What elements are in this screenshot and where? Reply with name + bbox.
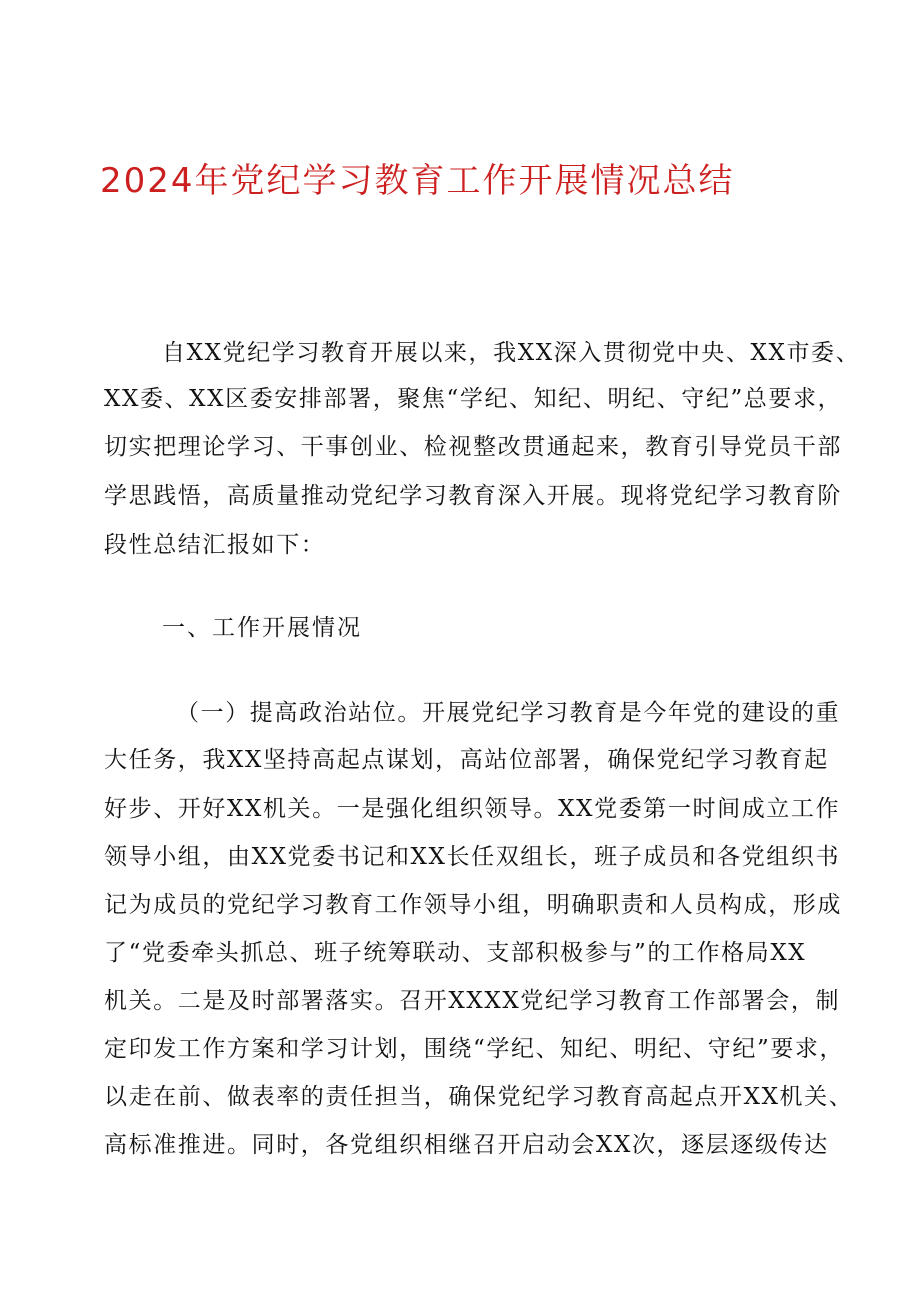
intro-line-2: XX委、XX区委安排部署，聚焦“学纪、知纪、明纪、守纪”总要求， (104, 386, 843, 412)
body-line-3: 好步、开好XX机关。一是强化组织领导。XX党委第一时间成立工作 (104, 796, 841, 822)
body-line-8: 定印发工作方案和学习计划，围绕“学纪、知纪、明纪、守纪”要求， (104, 1036, 845, 1062)
section-heading: 一、工作开展情况 (162, 615, 362, 641)
body-line-4: 领导小组，由XX党委书记和XX长任双组长，班子成员和各党组织书 (104, 844, 841, 870)
intro-line-5: 段性总结汇报如下： (104, 532, 326, 558)
intro-line-4: 学思践悟，高质量推动党纪学习教育深入开展。现将党纪学习教育阶 (104, 483, 842, 509)
intro-line-1: 自XX党纪学习教育开展以来，我XX深入贯彻党中央、XX市委、 (162, 340, 861, 366)
body-line-9: 以走在前、做表率的责任担当，确保党纪学习教育高起点开XX机关、 (104, 1084, 854, 1110)
body-line-2: 大任务，我XX坚持高起点谋划，高站位部署，确保党纪学习教育起 (104, 747, 829, 773)
body-line-1: （一）提高政治站位。开展党纪学习教育是今年党的建设的重 (176, 700, 841, 726)
body-line-5: 记为成员的党纪学习教育工作领导小组，明确职责和人员构成，形成 (104, 892, 842, 918)
body-line-6: 了“党委牵头抓总、班子统筹联动、支部积极参与”的工作格局XX (104, 940, 807, 966)
intro-line-3: 切实把理论学习、干事创业、检视整改贯通起来，教育引导党员干部 (104, 434, 842, 460)
document-title: 2024年党纪学习教育工作开展情况总结 (100, 161, 735, 201)
body-line-10: 高标准推进。同时，各党组织相继召开启动会XX次，逐层逐级传达 (104, 1132, 829, 1158)
body-line-7: 机关。二是及时部署落实。召开XXXX党纪学习教育工作部署会，制 (104, 988, 841, 1014)
